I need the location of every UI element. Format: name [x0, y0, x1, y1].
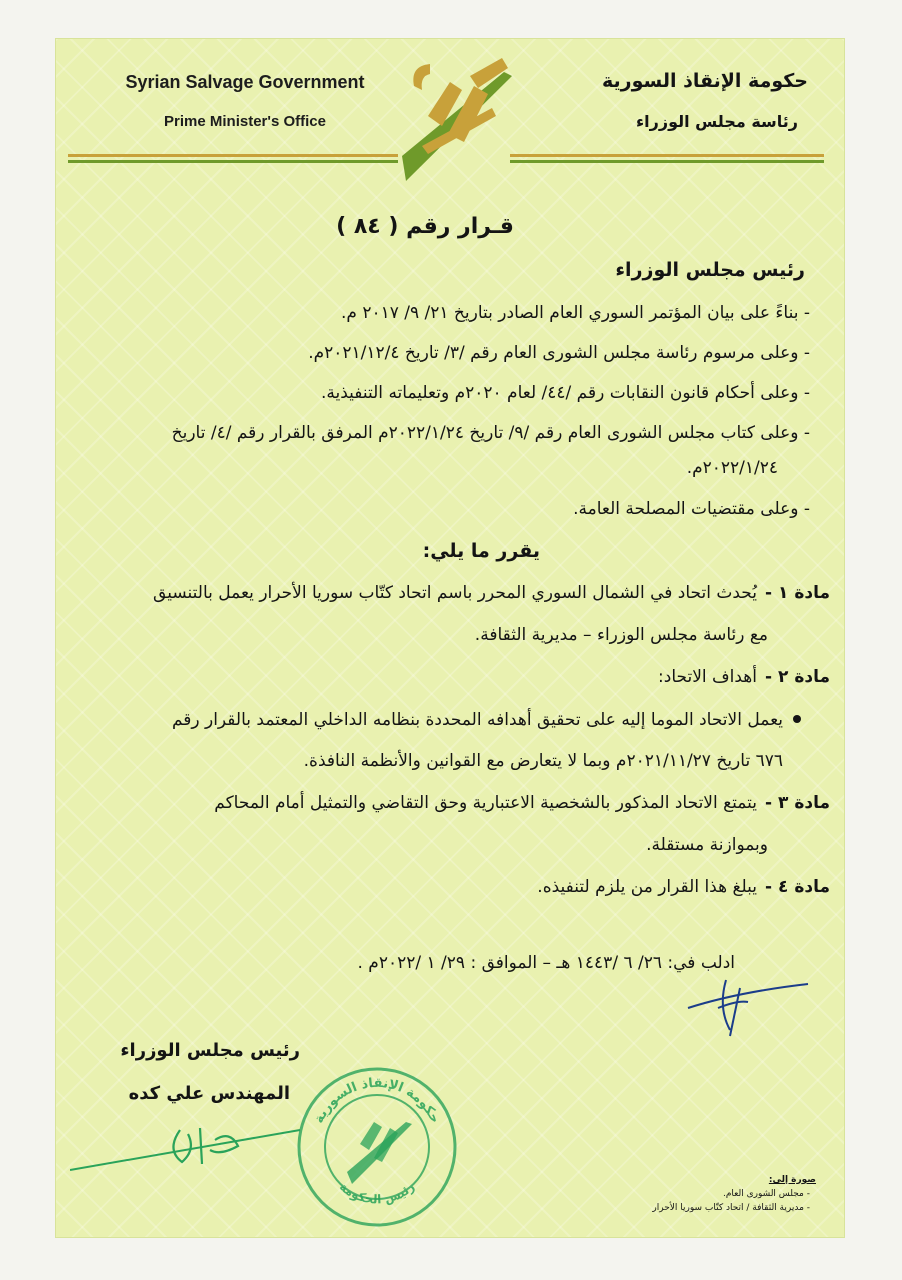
copies-label: صورة إلى: — [768, 1175, 816, 1185]
article-3-line-2: وبموازنة مستقلة. — [646, 835, 768, 855]
article-1-label: مادة ١ - — [765, 583, 830, 603]
article-1-line-1: يُحدث اتحاد في الشمال السوري المحرر باسم اتحاد كتّاب سوريا الأحرار يعمل بالتنسيق — [153, 583, 757, 603]
header-band-green-left — [68, 160, 398, 163]
official-stamp — [292, 1062, 462, 1232]
preamble-line-2: - وعلى مرسوم رئاسة مجلس الشورى العام رقم /٣/ تاريخ ٢٠٢١/١٢/٤م. — [308, 343, 810, 363]
header-en-subtitle: Prime Minister's Office — [164, 113, 326, 130]
stamp-bottom-text: رئيس الحكومة — [336, 1179, 418, 1207]
article-2-bullet-line-2: ٦٧٦ تاريخ ٢٠٢١/١١/٢٧م وبما لا يتعارض مع القوانين والأنظمة النافذة. — [303, 751, 783, 771]
preamble-line-4-cont: ٢٠٢٢/١/٢٤م. — [686, 458, 778, 478]
decides-heading: يقرر ما يلي: — [422, 540, 540, 562]
article-4-text: يبلغ هذا القرار من يلزم لتنفيذه. — [537, 877, 757, 897]
preamble-line-5: - وعلى مقتضيات المصلحة العامة. — [573, 499, 810, 519]
header-band-gold-left — [68, 154, 398, 157]
article-2-label: مادة ٢ - — [765, 667, 830, 687]
copies-item-1: - مجلس الشورى العام. — [723, 1189, 810, 1199]
green-signature — [70, 1110, 310, 1190]
preamble-line-3: - وعلى أحكام قانون النقابات رقم /٤٤/ لعام ٢٠٢٠م وتعليماته التنفيذية. — [320, 383, 810, 403]
signature-scribble — [678, 978, 818, 1038]
issue-date-line: ادلب في: ٢٦/ ٦ /١٤٤٣ هـ – الموافق : ٢٩/ ١ /٢٠٢٢م . — [357, 953, 735, 973]
header-band-gold-right — [510, 154, 824, 157]
signatory-name: المهندس علي كده — [128, 1083, 290, 1104]
signatory-title: رئيس مجلس الوزراء — [120, 1040, 300, 1061]
bullet-icon — [793, 715, 801, 723]
article-1-line-2: مع رئاسة مجلس الوزراء – مديرية الثقافة. — [474, 625, 768, 645]
preamble-line-4: - وعلى كتاب مجلس الشورى العام رقم /٩/ تاريخ ٢٠٢٢/١/٢٤م المرفق بالقرار رقم /٤/ تاريخ — [171, 423, 810, 443]
article-3-line-1: يتمتع الاتحاد المذكور بالشخصية الاعتبارية وحق التقاضي والتمثيل أمام المحاكم — [214, 793, 757, 813]
header-band-green-right — [510, 160, 824, 163]
svg-text:رئيس الحكومة — [337, 1180, 417, 1207]
article-2-text: أهداف الاتحاد: — [658, 667, 757, 687]
article-4-label: مادة ٤ - — [765, 877, 830, 897]
preamble-line-1: - بناءً على بيان المؤتمر السوري العام الصادر بتاريخ ٢١/ ٩/ ٢٠١٧ م. — [340, 303, 810, 323]
stamp-ring-text: حكومة الإنقاذ السورية — [311, 1075, 443, 1126]
article-3-label: مادة ٣ - — [765, 793, 830, 813]
decision-issuer: رئيس مجلس الوزراء — [615, 259, 805, 281]
decision-title: قـرار رقم ( ٨٤ ) — [336, 214, 514, 239]
government-logo — [392, 46, 522, 186]
header-ar-title: حكومة الإنقاذ السورية — [601, 70, 808, 92]
copies-item-2: - مديرية الثقافة / اتحاد كتّاب سوريا الأحرار — [652, 1203, 810, 1213]
header-ar-subtitle: رئاسة مجلس الوزراء — [636, 112, 798, 131]
article-2-bullet-line-1: يعمل الاتحاد الموما إليه على تحقيق أهدافه المحددة بنظامه الداخلي المعتمد بالقرار رقم — [171, 710, 783, 730]
header-en-title: Syrian Salvage Government — [125, 72, 365, 92]
